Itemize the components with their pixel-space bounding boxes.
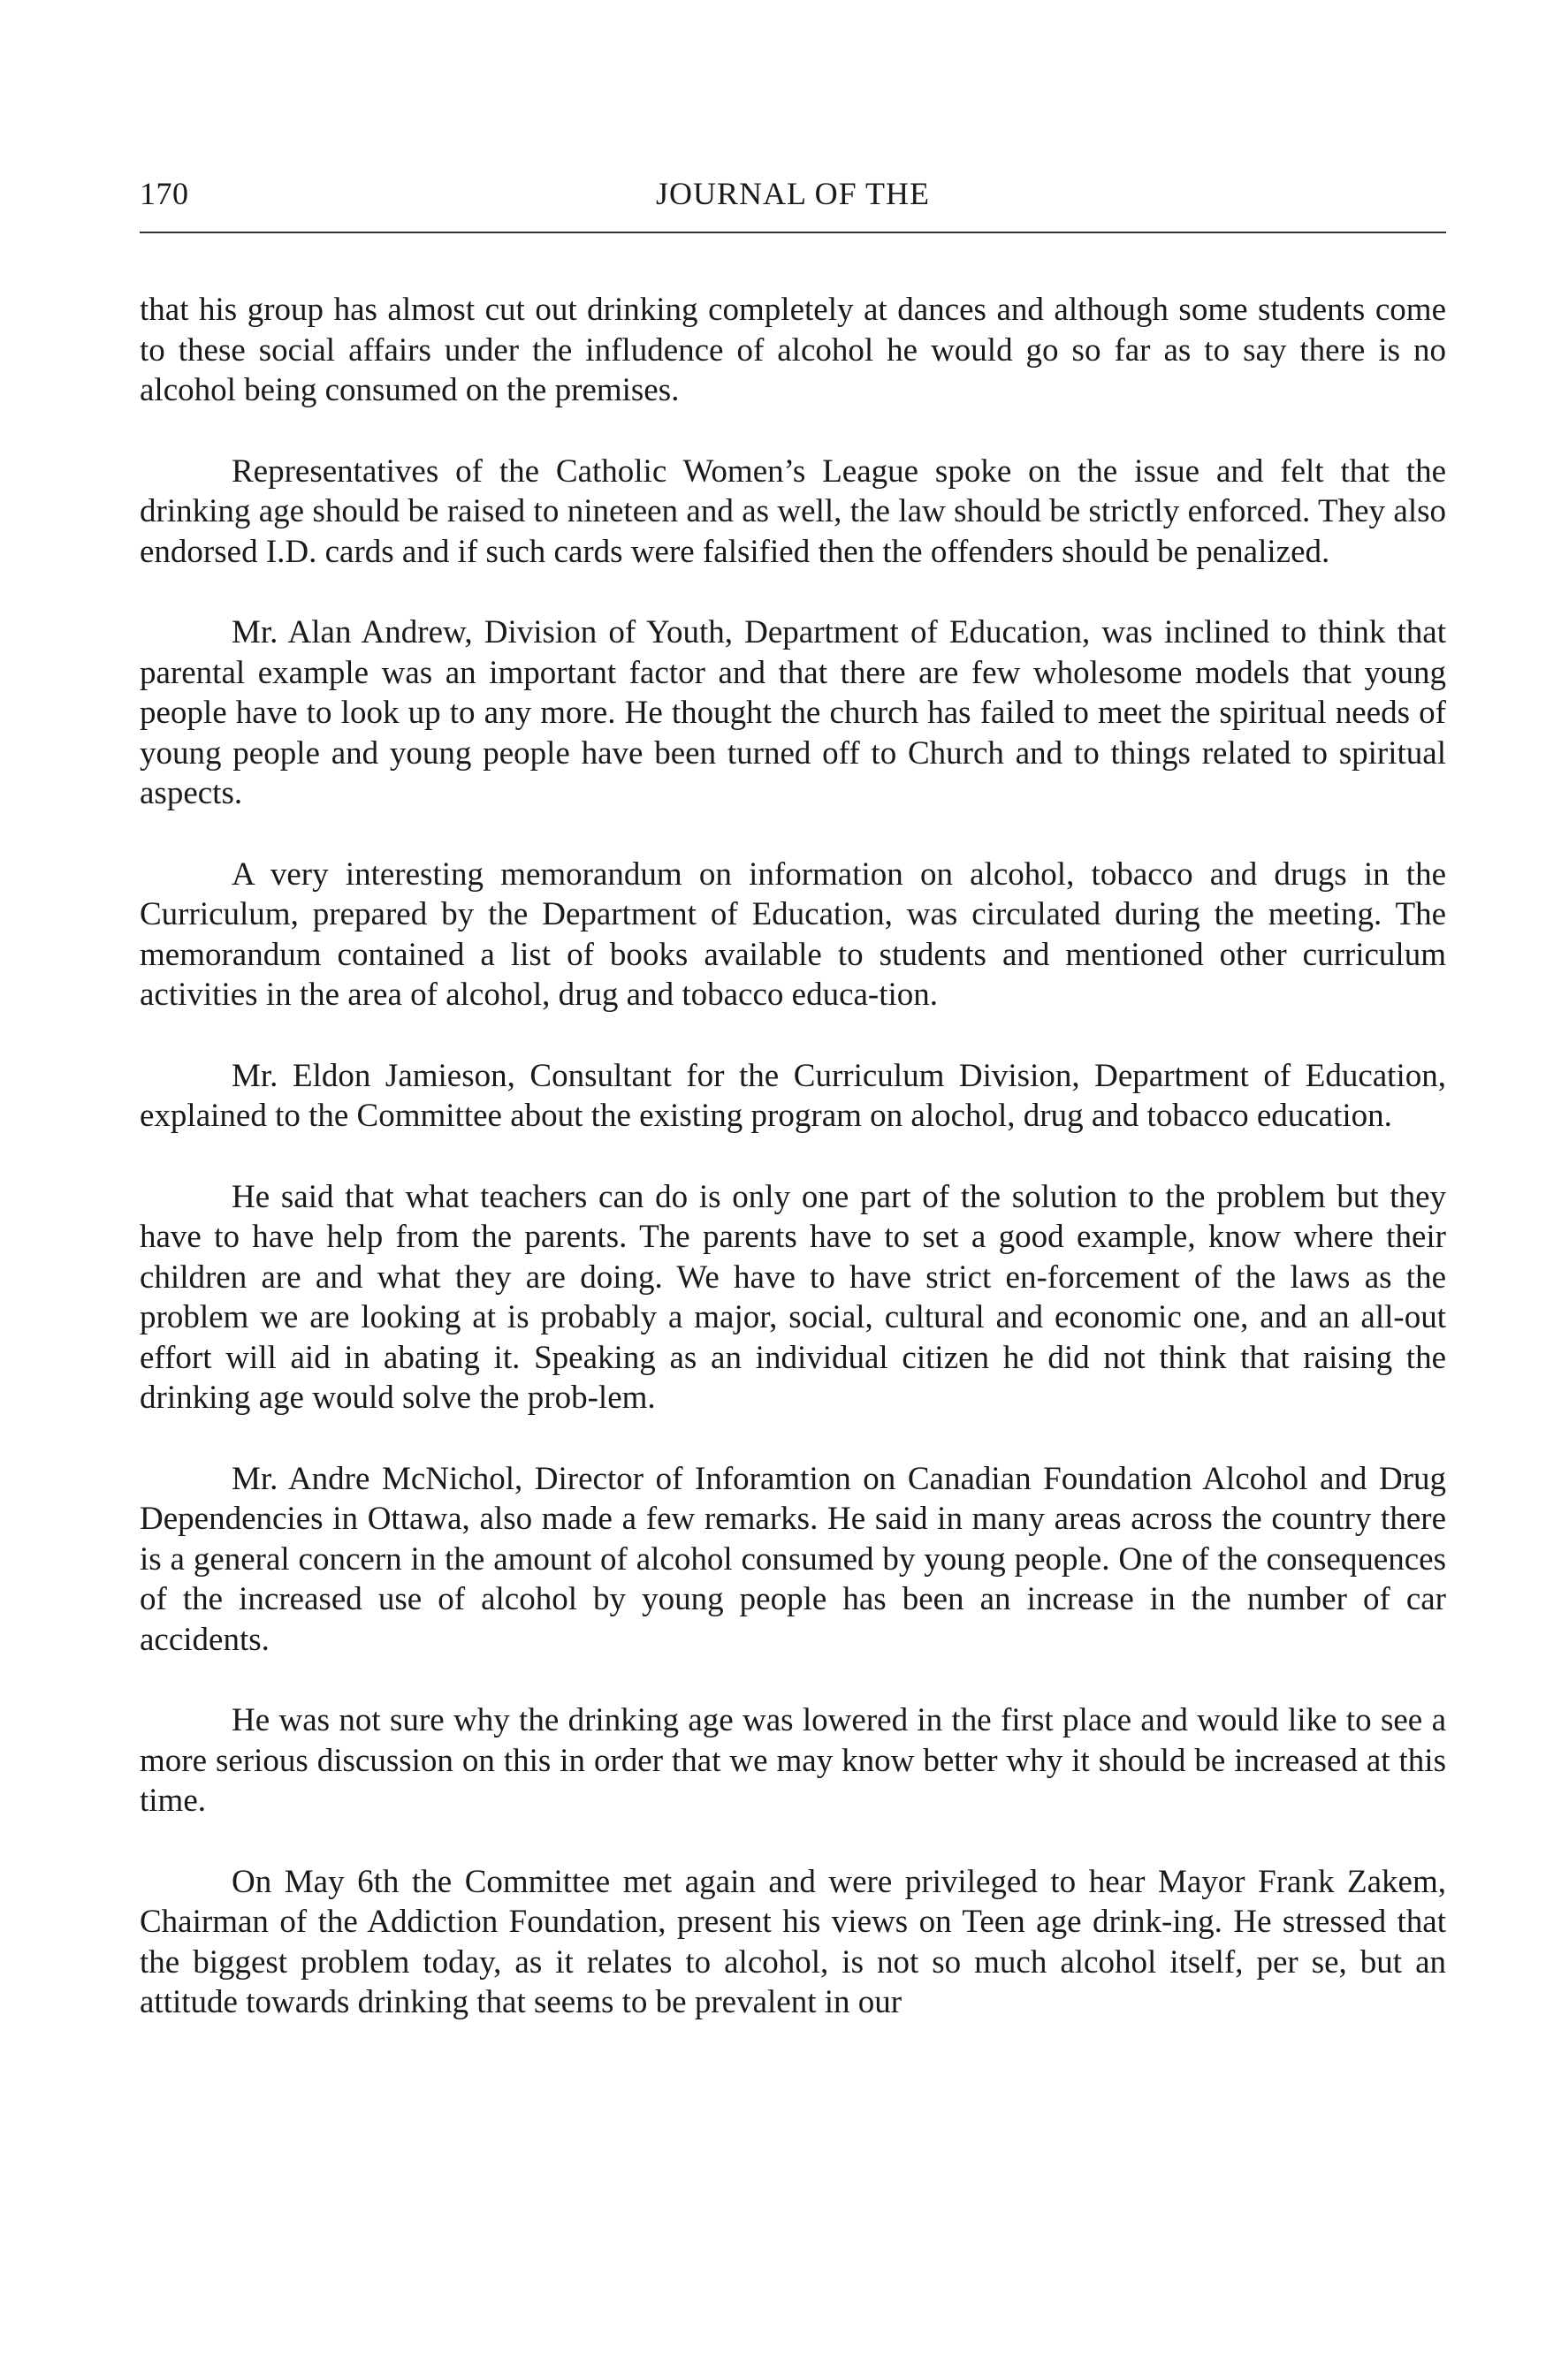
running-head: JOURNAL OF THE bbox=[655, 176, 930, 211]
paragraph: On May 6th the Committee met again and were privileged to hear Mayor Frank Zakem, Chairman of the Addiction Foundation, present his views on Teen age drink-ing. He stressed that the biggest problem today, as it relates to alcohol, is not so much alcohol itself, per se, but an attitude towards drinking that seems to be prevalent in our bbox=[140, 1863, 1446, 2020]
paragraph: that his group has almost cut out drinking completely at dances and although some students come to these social affairs under the infludence of alcohol he would go so far as to say there is no alcohol being consumed on the premises. bbox=[140, 292, 1446, 408]
paragraph: Mr. Eldon Jamieson, Consultant for the Curriculum Division, Department of Education, explained to the Committee about the existing program on alochol, drug and tobacco education. bbox=[140, 1057, 1446, 1134]
page-header bbox=[140, 170, 1446, 217]
paragraph: He was not sure why the drinking age was lowered in the first place and would like to see a more serious discussion on this in order that we may know better why it should be increased at this time. bbox=[140, 1702, 1446, 1819]
paragraph: Mr. Alan Andrew, Division of Youth, Department of Education, was inclined to think that parental example was an important factor and that there are few wholesome models that young people have to look up to any more. He thought the church has failed to meet the spiritual needs of young people and young people have been turned off to Church and to things related to spiritual aspects. bbox=[140, 614, 1446, 811]
body-text bbox=[140, 290, 1446, 2023]
paragraph: Representatives of the Catholic Women’s League spoke on the issue and felt that the drinking age should be raised to nineteen and as well, the law should be strictly enforced. They also endorsed I.D. cards and if such cards were falsified then the offenders should be penalized. bbox=[140, 452, 1446, 570]
header-rule bbox=[140, 232, 1446, 233]
paragraph: He said that what teachers can do is only one part of the solution to the problem but they have to have help from the parents. The parents have to set a good example, know where their children are and what they are doing. We have to have strict en-forcement of the laws as the problem we are looking at is probably a major, social, cultural and economic one, and an all-out effort will aid in abating it. Speaking as an individual citizen he did not think that raising the drinking age would solve the prob-lem. bbox=[140, 1178, 1446, 1416]
paragraph: Mr. Andre McNichol, Director of Inforamtion on Canadian Foundation Alcohol and Drug Dependencies in Ottawa, also made a few remarks. He said in many areas across the country there is a general concern in the amount of alcohol consumed by young people. One of the consequences of the increased use of alcohol by young people has been an increase in the number of car accidents. bbox=[140, 1460, 1446, 1658]
page-number: 170 bbox=[140, 176, 189, 211]
paragraph: A very interesting memorandum on information on alcohol, tobacco and drugs in the Curriculum, prepared by the Department of Education, was circulated during the meeting. The memorandum contained a list of books available to students and mentioned other curriculum activities in the area of alcohol, drug and tobacco educa-tion. bbox=[140, 855, 1446, 1013]
